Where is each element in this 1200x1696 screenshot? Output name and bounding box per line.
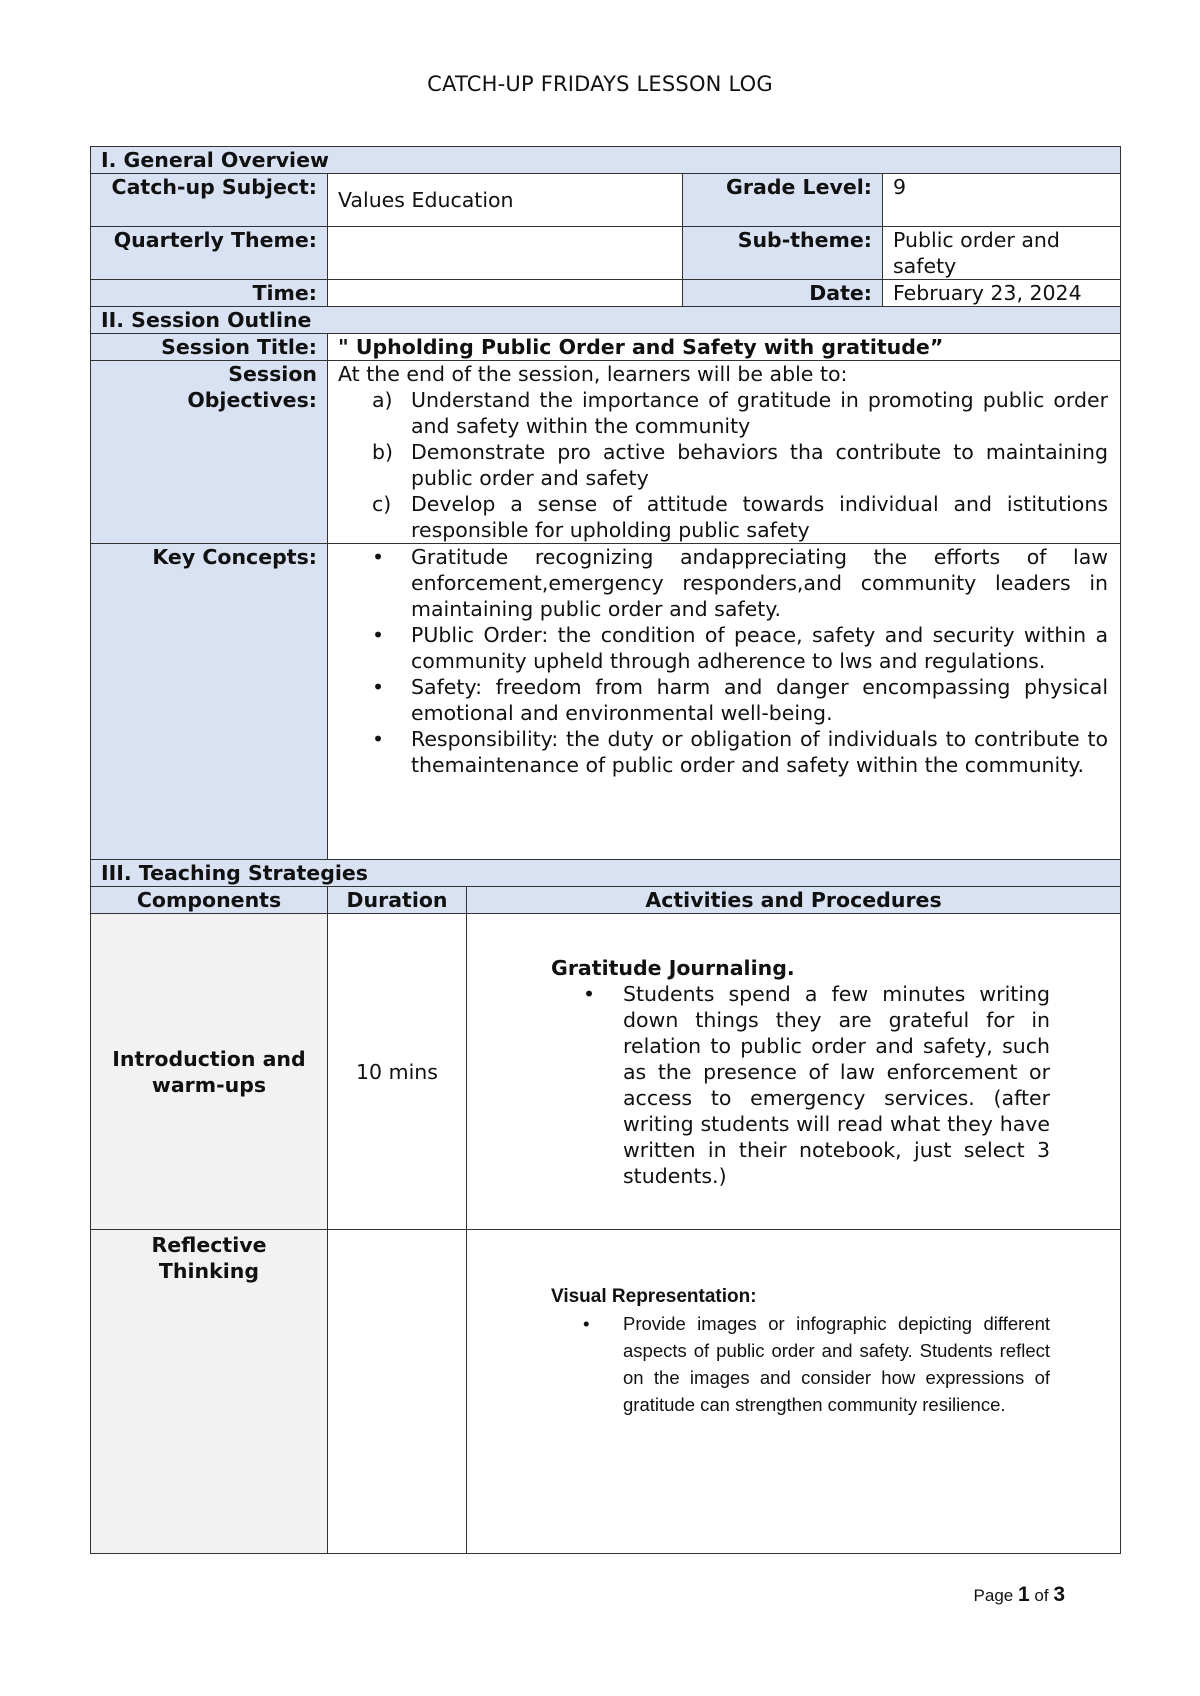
component-intro: Introduction and warm-ups bbox=[91, 914, 328, 1230]
bullet-icon: • bbox=[372, 545, 385, 569]
bullet-icon: • bbox=[372, 623, 385, 647]
objective-marker: b) bbox=[372, 440, 394, 464]
key-concept-item bbox=[338, 674, 1108, 726]
activity-title: Visual Representation: bbox=[551, 1286, 757, 1307]
session-objectives-label: Session Objectives: bbox=[91, 361, 328, 544]
activity-text: Provide images or infographic depicting different aspects of public order and safety. Students reflect on the images and consider how expressions of gratitude can strengthen community resilience. bbox=[623, 1313, 1051, 1415]
grade-level-value: 9 bbox=[883, 174, 1121, 227]
duration-intro: 10 mins bbox=[328, 914, 467, 1230]
date-label: Date: bbox=[683, 280, 883, 307]
session-objectives-cell bbox=[328, 361, 1121, 544]
objective-item bbox=[338, 387, 1108, 439]
activity-list bbox=[551, 1310, 1050, 1418]
objective-text: Understand the importance of gratitude in promoting public order and safety within the community bbox=[411, 388, 1109, 438]
page-total: 3 bbox=[1053, 1583, 1065, 1606]
duration-reflective bbox=[328, 1230, 467, 1554]
objective-item bbox=[338, 491, 1108, 543]
of-word: of bbox=[1034, 1586, 1049, 1605]
bullet-icon: • bbox=[583, 981, 596, 1006]
bullet-icon: • bbox=[372, 675, 385, 699]
time-value bbox=[328, 280, 683, 307]
teaching-strategies-heading: III. Teaching Strategies bbox=[91, 860, 1121, 887]
key-concept-item bbox=[338, 544, 1108, 622]
time-label: Time: bbox=[91, 280, 328, 307]
session-title-value: " Upholding Public Order and Safety with gratitude” bbox=[328, 334, 1121, 361]
activity-list bbox=[551, 981, 1050, 1189]
grade-level-label: Grade Level: bbox=[683, 174, 883, 227]
key-concept-item bbox=[338, 622, 1108, 674]
components-header: Components bbox=[91, 887, 328, 914]
page-number bbox=[974, 1583, 1065, 1607]
objective-marker: c) bbox=[372, 492, 392, 516]
objectives-intro: At the end of the session, learners will be able to: bbox=[338, 362, 848, 386]
component-reflective: Reflective Thinking bbox=[91, 1230, 328, 1554]
bullet-icon: • bbox=[372, 727, 385, 751]
activity-item bbox=[551, 1310, 1050, 1418]
key-concepts-cell bbox=[328, 544, 1121, 860]
objective-text: Demonstrate pro active behaviors tha contribute to maintaining public order and safety bbox=[411, 440, 1109, 490]
subject-label: Catch-up Subject: bbox=[91, 174, 328, 227]
activity-item bbox=[551, 981, 1050, 1189]
page-current: 1 bbox=[1017, 1583, 1030, 1606]
objective-marker: a) bbox=[372, 388, 393, 412]
bullet-icon: • bbox=[583, 1313, 590, 1334]
sub-theme-value: Public order and safety bbox=[883, 227, 1121, 280]
quarterly-theme-label: Quarterly Theme: bbox=[91, 227, 328, 280]
subject-value: Values Education bbox=[328, 174, 683, 227]
page-title: CATCH-UP FRIDAYS LESSON LOG bbox=[427, 72, 773, 96]
activity-text: Students spend a few minutes writing down things they are grateful for in relation to public order and safety, such as the presence of law enforcement or access to emergency services. (after writing students will read what they have written in their notebook, just select 3 students.) bbox=[623, 981, 1051, 1188]
page-word: Page bbox=[973, 1586, 1014, 1605]
quarterly-theme-value bbox=[328, 227, 683, 280]
lesson-log-table bbox=[90, 146, 1121, 1554]
objectives-list bbox=[338, 387, 1108, 543]
activities-header: Activities and Procedures bbox=[467, 887, 1121, 914]
objective-text: Develop a sense of attitude towards individual and istitutions responsible for upholding public safety bbox=[411, 492, 1109, 542]
key-concept-text: Responsibility: the duty or obligation of individuals to contribute to themaintenance of public order and safety within the community. bbox=[411, 727, 1109, 777]
date-value: February 23, 2024 bbox=[883, 280, 1121, 307]
key-concepts-label: Key Concepts: bbox=[91, 544, 328, 860]
activity-title: Gratitude Journaling. bbox=[551, 955, 795, 980]
activity-intro-cell bbox=[467, 914, 1121, 1230]
activity-reflective-cell bbox=[467, 1230, 1121, 1554]
sub-theme-label: Sub-theme: bbox=[683, 227, 883, 280]
general-overview-heading: I. General Overview bbox=[91, 147, 1121, 174]
key-concept-item bbox=[338, 726, 1108, 778]
objective-item bbox=[338, 439, 1108, 491]
key-concept-text: PUblic Order: the condition of peace, safety and security within a community upheld through adherence to lws and regulations. bbox=[411, 623, 1109, 673]
key-concept-text: Safety: freedom from harm and danger encompassing physical emotional and environmental well-being. bbox=[411, 675, 1109, 725]
session-outline-heading: II. Session Outline bbox=[91, 307, 1121, 334]
key-concept-text: Gratitude recognizing andappreciating the efforts of law enforcement,emergency responders,and community leaders in maintaining public order and safety. bbox=[411, 545, 1109, 621]
key-concepts-list bbox=[338, 544, 1108, 778]
duration-header: Duration bbox=[328, 887, 467, 914]
session-title-label: Session Title: bbox=[91, 334, 328, 361]
